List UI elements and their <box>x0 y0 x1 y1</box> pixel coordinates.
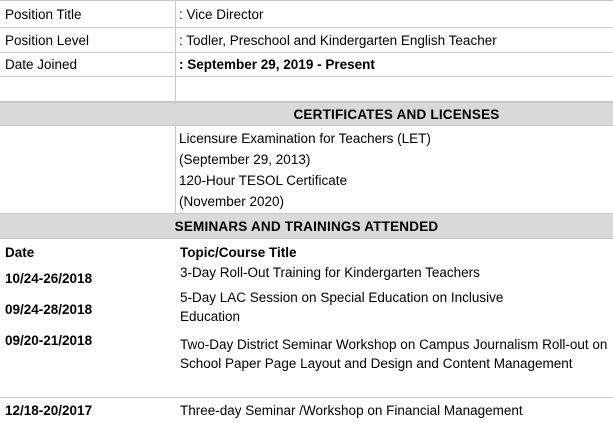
seminar-topic: 3-Day Roll-Out Training for Kindergarten Teachers <box>180 265 480 280</box>
position-level-value: : Todler, Preschool and Kindergarten English Teacher <box>179 32 497 48</box>
spacer-right-cell <box>176 77 613 101</box>
position-level-row <box>0 28 613 53</box>
seminar-topic: Two-Day District Seminar Workshop on Campus Journalism Roll-out on School Paper Page Layout and Design and Content Management <box>180 337 608 371</box>
date-column-header: Date <box>5 245 35 260</box>
date-joined-row <box>0 53 613 77</box>
seminars-heading: SEMINARS AND TRAININGS ATTENDED <box>0 213 613 239</box>
seminars-table <box>0 239 613 425</box>
certificate-item: (September 29, 2013) <box>179 152 311 167</box>
position-title-label: Position Title <box>0 1 176 27</box>
certificate-item: (November 2020) <box>179 194 285 209</box>
seminar-date: 10/24-26/2018 <box>5 271 93 286</box>
date-joined-value: : September 29, 2019 - Present <box>179 57 375 72</box>
certificates-block <box>0 126 613 213</box>
seminar-topic: 5-Day LAC Session on Special Education on Inclusive Education <box>180 290 504 324</box>
spacer-row <box>0 77 613 102</box>
certificate-item: Licensure Examination for Teachers (LET) <box>179 131 431 146</box>
seminar-date: 12/18-20/2017 <box>5 403 93 418</box>
certificates-heading: CERTIFICATES AND LICENSES <box>0 102 613 126</box>
certificate-item: 120-Hour TESOL Certificate <box>179 173 348 188</box>
seminar-topic: Three-day Seminar /Workshop on Financial Management <box>180 403 523 418</box>
seminar-date: 09/20-21/2018 <box>5 333 93 348</box>
position-level-label: Position Level <box>0 28 176 52</box>
certificates-list <box>176 126 613 213</box>
date-joined-label: Date Joined <box>0 53 176 76</box>
row-divider <box>0 397 613 398</box>
position-title-value: : Vice Director <box>179 6 264 22</box>
seminar-date: 09/24-28/2018 <box>5 302 93 317</box>
certificates-left-cell <box>0 126 176 213</box>
position-title-row <box>0 0 613 28</box>
topic-column-header: Topic/Course Title <box>180 245 297 260</box>
spacer-left-cell <box>0 77 176 101</box>
